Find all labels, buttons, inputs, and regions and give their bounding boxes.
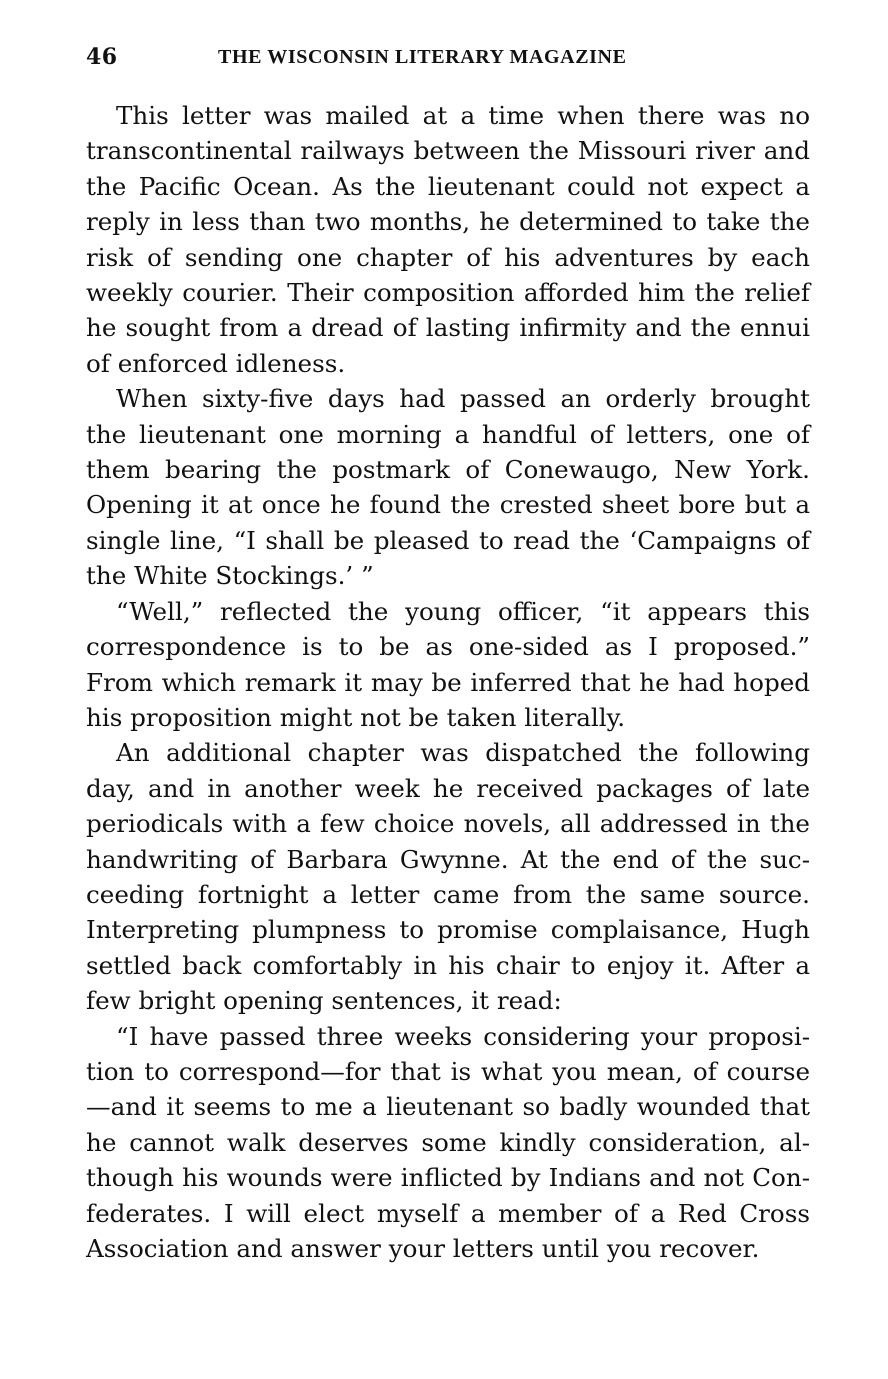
page-header bbox=[86, 44, 806, 78]
paragraph: This letter was mailed at a time when there was no transcontinental railways between the Missouri river and the Pacific Ocean. As the lieutenant could not expect a reply in less than two months, he determined to take the risk of sending one chapter of his adventures by each weekly courier. Their composition afforded him the relief he sought from a dread of lasting infirmity and the ennui of enforced idleness. bbox=[86, 101, 810, 378]
paragraph: “I have passed three weeks considering your proposition to correspond—for that is what you mean, of course—and it seems to me a lieutenant so badly wounded that he cannot walk deserves some kindly consideration, although his wounds were inflicted by Indians and not Confederates. I will elect myself a member of a Red Cross Association and answer your letters until you recover. bbox=[86, 1021, 810, 1263]
paragraph: An additional chapter was dispatched the following day, and in another week he received packages of late periodicals with a few choice novels, all addressed in the handwriting of Barbara Gwynne. At the end of the succeeding fortnight a letter came from the same source. Interpreting plumpness to promise complaisance, Hugh settled back comfortably in his chair to enjoy it. After a few bright opening sentences, it read: bbox=[86, 738, 810, 1016]
paragraph: “Well,” reflected the young officer, “it appears this correspondence is to be as one-sided as I proposed.” From which remark it may be inferred that he had hoped his proposition might not be taken literally. bbox=[86, 596, 810, 732]
paragraph: When sixty-five days had passed an orderly brought the lieutenant one morning a handful of letters, one of them bearing the postmark of Conewaugo, New York. Opening it at once he found the crested sheet bore but a single line, “I shall be pleased to read the ‘Campaigns of the White Stockings.’ ” bbox=[86, 384, 810, 591]
body-text bbox=[86, 98, 810, 1266]
page-number: 46 bbox=[86, 44, 118, 70]
running-title: THE WISCONSIN LITERARY MAGAZINE bbox=[218, 46, 627, 68]
